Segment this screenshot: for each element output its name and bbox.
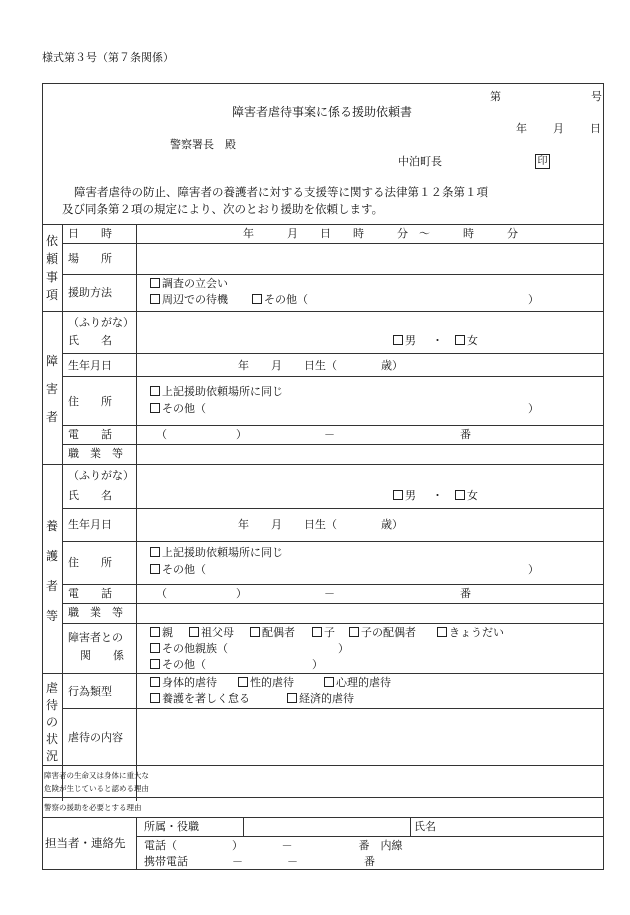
checkbox-icon [150,627,160,637]
row-line [62,623,604,624]
close-paren: ） [312,658,323,671]
abuse-type-label: 行為類型 [68,685,112,698]
form-title: 障害者虐待事案に係る援助依頼書 [232,105,413,119]
row-line [62,508,604,509]
contact-mobile: 携帯電話 － － 番 [144,855,375,868]
method-option-3[interactable]: その他（ [252,294,308,305]
birth-value: 年 月 日生（ 歳） [238,359,403,372]
checkbox-icon [150,386,160,396]
date-day: 日 [590,122,601,135]
date-label: 日 時 [68,227,112,240]
separator-dot: ・ [432,334,443,347]
relation-child[interactable]: 子 [312,627,335,638]
male-option[interactable]: 男 [393,490,416,501]
row-line [62,353,604,354]
checkbox-icon [312,627,322,637]
contact-name-label: 氏名 [414,820,436,833]
relation-spouse[interactable]: 配偶者 [250,627,295,638]
row-line [42,224,604,225]
method-option-2[interactable]: 周辺での待機 [150,294,228,305]
address-label: 住 所 [68,556,112,569]
checkbox-icon [455,490,465,500]
doc-number-dai: 第 [490,90,501,103]
checkbox-icon [150,643,160,653]
checkbox-icon [287,693,297,703]
relation-label-2: 関 係 [80,649,124,662]
birth-value: 年 月 日生（ 歳） [238,518,403,531]
row-line [62,603,604,604]
close-paren: ） [528,402,539,415]
abuse-type-psych[interactable]: 心理的虐待 [324,677,391,688]
row-line [62,584,604,585]
place-label: 場 所 [68,252,112,265]
birth-label: 生年月日 [68,518,112,531]
address-option-other[interactable]: その他（ [150,403,206,414]
row-line [62,376,604,377]
row-line [136,836,604,837]
checkbox-icon [150,294,160,304]
row-line [42,797,604,798]
phone-ban: 番 [460,428,471,441]
row-line [42,464,604,465]
relation-child-spouse[interactable]: 子の配偶者 [349,627,416,638]
phone-dash: － [324,428,335,441]
checkbox-icon [150,693,160,703]
method-label: 援助方法 [68,286,112,299]
checkbox-icon [455,335,465,345]
checkbox-icon [252,294,262,304]
relation-label-1: 障害者との [68,631,123,644]
doc-number-go: 号 [591,90,602,103]
checkbox-icon [324,677,334,687]
close-paren: ） [528,293,539,306]
section-disabled: 障害者 [45,354,58,424]
name-label: 氏 名 [68,489,112,502]
row-line [42,311,604,312]
furigana-label: （ふりがな） [68,316,134,329]
relation-sibling[interactable]: きょうだい [437,627,504,638]
danger-reason-label-1: 障害者の生命又は身体に重大な [44,771,149,780]
phone-dash: － [324,587,335,600]
section-abuse: 虐待の状況 [45,681,58,763]
row-line [42,765,604,766]
phone-close: ） [236,587,247,600]
abuse-type-sexual[interactable]: 性的虐待 [238,677,294,688]
row-line [62,243,604,244]
male-option[interactable]: 男 [393,335,416,346]
checkbox-icon [189,627,199,637]
row-line [42,817,604,818]
name-label: 氏 名 [68,334,112,347]
phone-close: ） [236,428,247,441]
checkbox-icon [238,677,248,687]
abuse-type-economic[interactable]: 経済的虐待 [287,693,354,704]
address-label: 住 所 [68,395,112,408]
address-option-same[interactable]: 上記援助依頼場所に同じ [150,386,283,397]
danger-reason-label-2: 危険が生じていると認める理由 [44,784,149,793]
abuse-type-physical[interactable]: 身体的虐待 [150,677,217,688]
row-line [62,444,604,445]
furigana-label: （ふりがな） [68,469,134,482]
col-divider [136,817,137,870]
checkbox-icon [349,627,359,637]
close-paren: ） [338,642,349,655]
col-divider [410,817,411,836]
contact-label: 担当者・連絡先 [45,836,126,850]
phone-ban: 番 [460,587,471,600]
row-line [42,673,604,674]
date-year: 年 [516,122,527,135]
abuse-content-label: 虐待の内容 [68,731,123,744]
checkbox-icon [150,547,160,557]
date-month: 月 [553,122,564,135]
seal-icon: 印 [535,154,550,169]
checkbox-icon [393,490,403,500]
phone-label: 電 話 [68,587,112,600]
form-number: 様式第３号（第７条関係） [42,51,174,64]
checkbox-icon [150,564,160,574]
close-paren: ） [528,563,539,576]
date-value: 年 月 日 時 分 ～ 時 分 [243,227,518,240]
checkbox-icon [150,403,160,413]
row-line [62,274,604,275]
row-line [62,541,604,542]
address-option-other[interactable]: その他（ [150,564,206,575]
checkbox-icon [393,335,403,345]
separator-dot: ・ [432,489,443,502]
dept-label: 所属・役職 [144,820,199,833]
contact-phone: 電話（ ） － 番 内線 [144,839,403,852]
intro-line-2: 及び同条第２項の規定により、次のとおり援助を依頼します。 [62,202,384,216]
birth-label: 生年月日 [68,359,112,372]
sender: 中泊町長 [398,155,442,168]
checkbox-icon [250,627,260,637]
phone-open: （ [156,587,167,600]
section-caregiver: 養護者等 [45,519,58,623]
relation-grandparent[interactable]: 祖父母 [189,627,234,638]
addressee: 警察署長 殿 [170,138,236,151]
female-option[interactable]: 女 [455,490,478,501]
relation-parent[interactable]: 親 [150,627,173,638]
checkbox-icon [150,278,160,288]
relation-other-relative[interactable]: その他親族（ [150,643,228,654]
phone-label: 電 話 [68,428,112,441]
method-option-1[interactable]: 調査の立会い [150,278,228,289]
checkbox-icon [437,627,447,637]
job-label: 職 業 等 [68,606,123,619]
col-divider [243,817,244,836]
checkbox-icon [150,677,160,687]
address-option-same[interactable]: 上記援助依頼場所に同じ [150,547,283,558]
job-label: 職 業 等 [68,447,123,460]
row-line [62,425,604,426]
police-reason-label: 警察の援助を必要とする理由 [44,803,142,812]
female-option[interactable]: 女 [455,335,478,346]
section-request: 依頼事項 [45,234,58,302]
phone-open: （ [156,428,167,441]
abuse-type-neglect[interactable]: 養護を著しく怠る [150,693,250,704]
relation-other[interactable]: その他（ [150,659,206,670]
row-line [62,708,604,709]
intro-line-1: 障害者虐待の防止、障害者の養護者に対する支援等に関する法律第１２条第１項 [74,185,488,199]
checkbox-icon [150,659,160,669]
